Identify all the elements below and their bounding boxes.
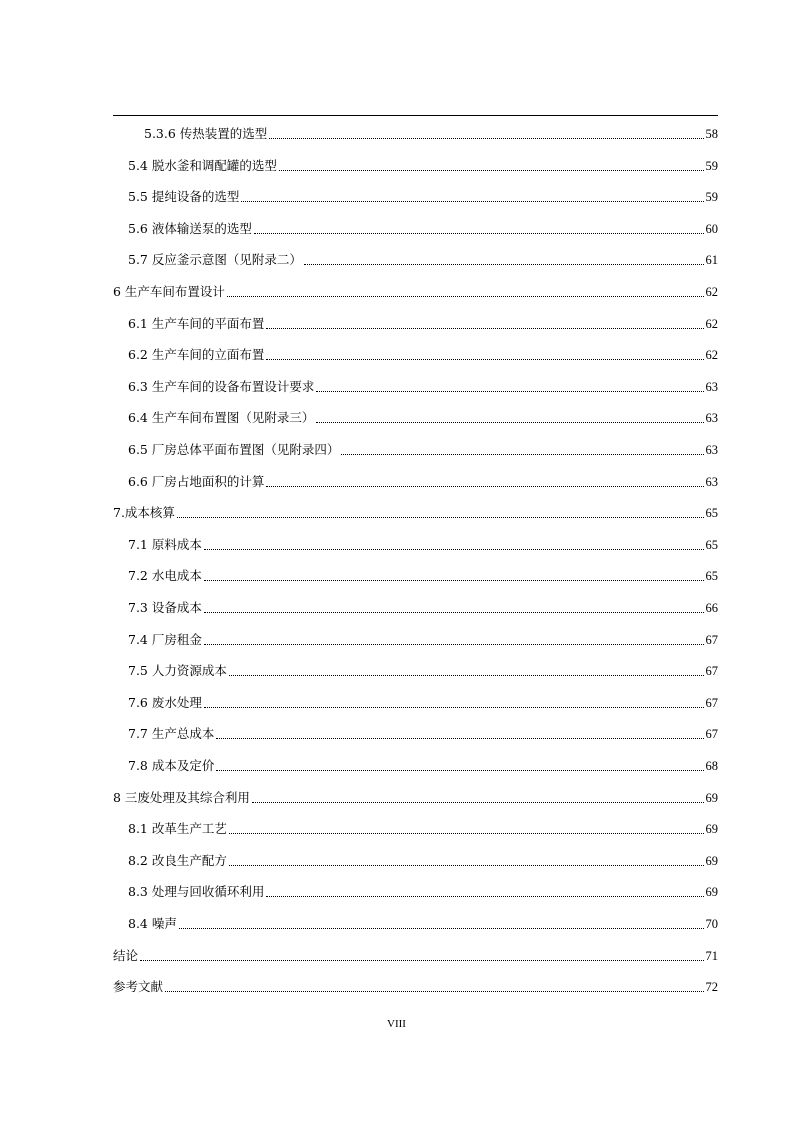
- dot-leader: [266, 314, 703, 329]
- toc-entry[interactable]: [113, 341, 718, 363]
- toc-entry[interactable]: [113, 910, 718, 932]
- dot-leader: [304, 250, 704, 265]
- toc-entry[interactable]: [113, 404, 718, 426]
- toc-entry-title: 6.6 厂房占地面积的计算: [128, 473, 265, 489]
- dot-leader: [204, 535, 704, 550]
- dot-leader: [316, 377, 703, 392]
- toc-entry-title: 7.7 生产总成本: [128, 726, 215, 742]
- toc-entry-title: 8.4 噪声: [128, 916, 177, 931]
- toc-entry-title: 8.1 改革生产工艺: [128, 821, 227, 837]
- dot-leader: [179, 914, 704, 929]
- toc-entry-title: 8 三废处理及其综合利用: [113, 789, 250, 805]
- toc-entry-title: 7.8 成本及定价: [128, 758, 215, 773]
- toc-entry-page: 63: [705, 411, 718, 426]
- toc-entry[interactable]: [113, 278, 718, 300]
- dot-leader: [241, 187, 703, 202]
- toc-entry[interactable]: [113, 246, 718, 268]
- toc-entry-title: 6.2 生产车间的立面布置: [128, 347, 265, 363]
- toc-entry-page: 59: [705, 190, 718, 205]
- toc-entry-title: 6.4 生产车间布置图（见附录三）: [128, 410, 315, 426]
- dot-leader: [204, 630, 704, 645]
- toc-entry-title: 6.5 厂房总体平面布置图（见附录四）: [128, 442, 340, 457]
- dot-leader: [279, 156, 704, 171]
- toc-entry[interactable]: [113, 120, 718, 142]
- toc-entry-page: 63: [705, 474, 718, 489]
- toc-entry-title: 7.2 水电成本: [128, 568, 202, 584]
- dot-leader: [227, 282, 704, 297]
- dot-leader: [316, 408, 703, 423]
- toc-entry-page: 58: [705, 127, 718, 141]
- dot-leader: [177, 503, 704, 518]
- toc-entry-title: 8.3 处理与回收循环利用: [128, 884, 265, 900]
- toc-entry-title: 5.7 反应釜示意图（见附录二）: [128, 252, 302, 268]
- dot-leader: [269, 124, 703, 139]
- dot-leader: [204, 598, 704, 613]
- toc-entry-page: 63: [705, 379, 718, 394]
- toc-entry-title: 结论: [113, 947, 139, 963]
- toc-entry-title: 5.5 提纯设备的选型: [128, 189, 240, 205]
- page-number: VIII: [387, 1018, 406, 1030]
- toc-entry-page: 69: [705, 885, 718, 900]
- toc-entry-title: 5.6 液体输送泵的选型: [128, 220, 252, 236]
- toc-entry-page: 63: [705, 443, 718, 457]
- toc-entry-title: 7.6 废水处理: [128, 694, 202, 710]
- dot-leader: [254, 219, 704, 234]
- dot-leader: [216, 724, 703, 739]
- toc-entry-page: 61: [705, 253, 718, 268]
- toc-entry[interactable]: [113, 373, 718, 395]
- toc-entry-page: 60: [705, 221, 718, 236]
- toc-entry[interactable]: [113, 436, 718, 458]
- toc-entry[interactable]: [113, 215, 718, 237]
- dot-leader: [229, 851, 704, 866]
- toc-entry-page: 69: [705, 853, 718, 868]
- toc-entry-title: 7.成本核算: [113, 505, 175, 521]
- toc-entry-page: 70: [705, 917, 718, 931]
- toc-entry[interactable]: [113, 657, 718, 679]
- toc-entry[interactable]: [113, 847, 718, 869]
- toc-entry-title: 5.3.6 传热装置的选型: [144, 126, 268, 141]
- dot-leader: [229, 661, 704, 676]
- toc-entry[interactable]: [113, 594, 718, 616]
- toc-entry-page: 69: [705, 822, 718, 837]
- toc-entry-title: 7.4 厂房租金: [128, 631, 202, 647]
- toc-entry[interactable]: [113, 626, 718, 648]
- toc-entry-page: 67: [705, 695, 718, 710]
- dot-leader: [252, 788, 704, 803]
- toc-entry-page: 72: [705, 980, 718, 995]
- dot-leader: [140, 946, 703, 961]
- toc-entry-page: 67: [705, 727, 718, 742]
- toc-entry-title: 7.5 人力资源成本: [128, 663, 227, 679]
- dot-leader: [204, 566, 704, 581]
- toc-entry-title: 6.3 生产车间的设备布置设计要求: [128, 378, 315, 394]
- dot-leader: [229, 819, 704, 834]
- toc-entry[interactable]: [113, 499, 718, 521]
- toc-entry-page: 66: [705, 601, 718, 615]
- dot-leader: [266, 882, 703, 897]
- toc-entry-title: 7.3 设备成本: [128, 600, 202, 615]
- toc-entry[interactable]: [113, 784, 718, 806]
- toc-entry-page: 65: [705, 537, 718, 552]
- toc-entry-page: 67: [705, 664, 718, 679]
- dot-leader: [165, 977, 703, 992]
- toc-entry[interactable]: [113, 152, 718, 174]
- toc-entry-page: 62: [705, 285, 718, 299]
- toc-entry-title: 7.1 原料成本: [128, 536, 202, 552]
- toc-entry-page: 68: [705, 759, 718, 773]
- toc-entry[interactable]: [113, 973, 718, 995]
- toc-entry-title: 参考文献: [113, 979, 164, 995]
- toc-entry-page: 62: [705, 348, 718, 363]
- toc-entry-title: 8.2 改良生产配方: [128, 852, 227, 868]
- toc-entry[interactable]: [113, 942, 718, 964]
- toc-entry[interactable]: [113, 752, 718, 774]
- toc-entry-title: 6.1 生产车间的平面布置: [128, 315, 265, 331]
- toc-entry-page: 67: [705, 632, 718, 647]
- toc-entry[interactable]: [113, 183, 718, 205]
- toc-entry[interactable]: [113, 562, 718, 584]
- toc-entry-page: 59: [705, 158, 718, 173]
- dot-leader: [266, 472, 703, 487]
- toc-entry[interactable]: [113, 531, 718, 553]
- header-rule: [113, 115, 718, 116]
- toc-entry-page: 62: [705, 316, 718, 331]
- toc-entry-page: 65: [705, 569, 718, 584]
- toc-entry-page: 65: [705, 506, 718, 521]
- toc-entry-title: 6 生产车间布置设计: [113, 284, 225, 299]
- dot-leader: [341, 440, 703, 455]
- toc-entry[interactable]: [113, 720, 718, 742]
- toc-entry[interactable]: [113, 689, 718, 711]
- toc-entry-title: 5.4 脱水釜和调配罐的选型: [128, 157, 277, 173]
- dot-leader: [204, 693, 704, 708]
- dot-leader: [266, 345, 703, 360]
- toc-entry[interactable]: [113, 310, 718, 332]
- toc-entry-page: 71: [705, 948, 718, 963]
- toc-entry[interactable]: [113, 468, 718, 490]
- toc-entry[interactable]: [113, 878, 718, 900]
- toc-entry[interactable]: [113, 815, 718, 837]
- toc-entry-page: 69: [705, 790, 718, 805]
- dot-leader: [216, 756, 703, 771]
